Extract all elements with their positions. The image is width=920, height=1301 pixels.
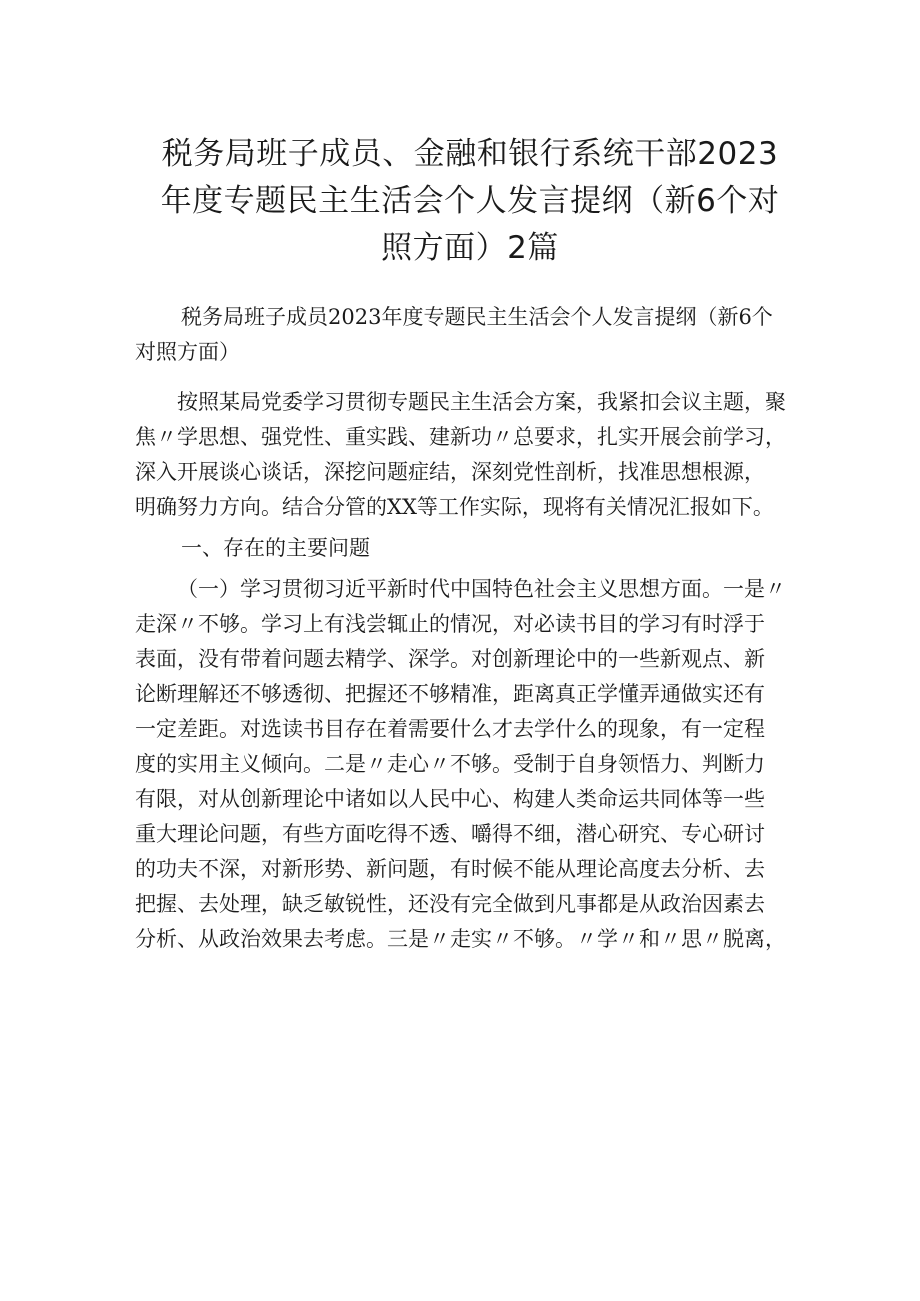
text-line: 对照方面） <box>135 340 240 364</box>
text-line: 有限，对从创新理论中诸如以人民中心、构建人类命运共同体等一些 <box>135 787 765 811</box>
text-line: 的功夫不深，对新形势、新问题，有时候不能从理论高度去分析、去 <box>135 857 765 881</box>
intro-paragraph <box>135 385 790 525</box>
subtitle-paragraph <box>135 300 790 370</box>
section-heading <box>135 531 790 566</box>
text-line: 按照某局党委学习贯彻专题民主生活会方案，我紧扣会议主题，聚 <box>177 390 786 414</box>
text-line: 深入开展谈心谈话，深挖问题症结，深刻党性剖析，找准思想根源， <box>135 460 765 484</box>
text-line: 把握、去处理，缺乏敏锐性，还没有完全做到凡事都是从政治因素去 <box>135 892 765 916</box>
title-line: 年度专题民主生活会个人发言提纲（新6个对 <box>160 183 780 219</box>
text-line: 表面，没有带着问题去精学、深学。对创新理论中的一些新观点、新 <box>135 647 765 671</box>
text-line: 一、存在的主要问题 <box>181 536 370 560</box>
text-line: 一定差距。对选读书目存在着需要什么才去学什么的现象，有一定程 <box>135 717 765 741</box>
text-line: 明确努力方向。结合分管的XX等工作实际，现将有关情况汇报如下。 <box>135 495 774 519</box>
text-line: 分析、从政治效果去考虑。三是〃走实〃不够。〃学〃和〃思〃脱离， <box>135 927 786 951</box>
text-line: 走深〃不够。学习上有浅尝辄止的情况，对必读书目的学习有时浮于 <box>135 612 765 636</box>
text-line: 度的实用主义倾向。二是〃走心〃不够。受制于自身领悟力、判断力 <box>135 752 765 776</box>
text-line: 重大理论问题，有些方面吃得不透、嚼得不细，潜心研究、专心研讨 <box>135 822 765 846</box>
document-title <box>150 131 790 272</box>
title-line: 税务局班子成员、金融和银行系统干部2023 <box>161 136 779 172</box>
text-line: 税务局班子成员2023年度专题民主生活会个人发言提纲（新6个 <box>181 305 773 329</box>
section1-paragraph <box>135 572 790 957</box>
document-body <box>135 300 790 957</box>
text-line: 论断理解还不够透彻、把握还不够精准，距离真正学懂弄通做实还有 <box>135 682 765 706</box>
text-line: （一）学习贯彻习近平新时代中国特色社会主义思想方面。一是〃 <box>177 577 786 601</box>
title-line: 照方面）2篇 <box>381 230 559 266</box>
text-line: 焦〃学思想、强党性、重实践、建新功〃总要求，扎实开展会前学习， <box>135 425 786 449</box>
